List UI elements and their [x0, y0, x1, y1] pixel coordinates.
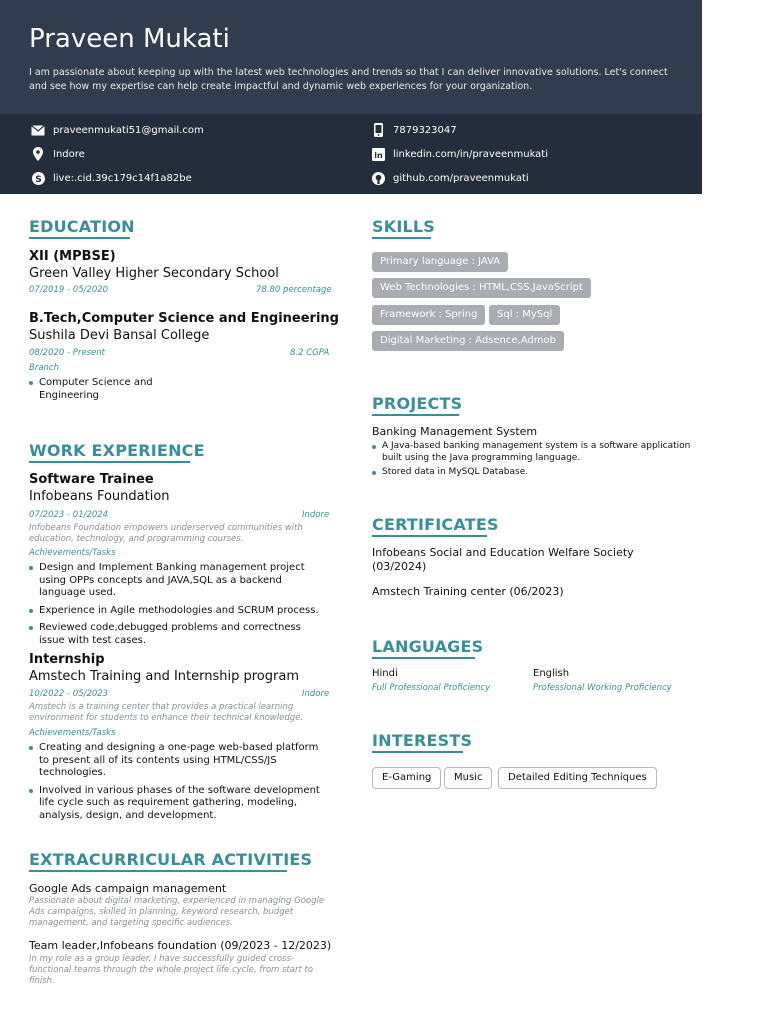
project-bullets	[372, 441, 692, 482]
education-bullets	[29, 377, 164, 407]
interest-tag: Detailed Editing Techniques	[498, 767, 657, 789]
job-description: Infobeans Foundation empowers underserved communities with education, technology, and programming courses.	[29, 523, 303, 544]
job-role: Software Trainee	[29, 472, 154, 487]
activity-name: Team leader,Infobeans foundation (09/2023 - 12/2023)	[29, 939, 332, 952]
job-company: Infobeans Foundation	[29, 489, 170, 504]
projects-heading: PROJECTS	[372, 394, 463, 413]
list-item: Experience in Agile methodologies and SCRUM process.	[29, 605, 329, 618]
job-location: Indore	[302, 510, 330, 520]
skill-tag: Framework : Spring	[372, 305, 485, 325]
job-location: Indore	[302, 689, 330, 699]
language-name: English	[533, 668, 570, 679]
activity-description: Passionate about digital marketing, experienced in managing Google Ads campaigns, skilled in planning, keyword research, budget management, and targeting specific audiences.	[29, 896, 325, 928]
language-name: Hindi	[372, 668, 398, 679]
work-experience-underline	[29, 461, 190, 463]
linkedin-icon	[371, 147, 385, 161]
candidate-name: Praveen Mukati	[29, 24, 230, 54]
email-text: praveenmukati51@gmail.com	[53, 124, 204, 136]
list-item: Reviewed code,debugged problems and correctness issue with test cases.	[29, 622, 329, 647]
job-bullets	[29, 562, 329, 652]
list-item: A Java-based banking management system is a software application built using the Java programming language.	[372, 441, 692, 464]
envelope-icon	[31, 123, 45, 137]
job-company: Amstech Training and Internship program	[29, 669, 299, 684]
education-underline	[29, 237, 130, 239]
education-heading: EDUCATION	[29, 217, 135, 236]
education-school: Sushila Devi Bansal College	[29, 328, 210, 343]
achievements-label: Achievements/Tasks	[29, 548, 116, 558]
skill-tag: Sql : MySql	[489, 305, 560, 325]
github-text: github.com/praveenmukati	[393, 172, 529, 184]
skills-underline	[372, 237, 431, 239]
extracurricular-heading: EXTRACURRICULAR ACTIVITIES	[29, 850, 313, 869]
contact-linkedin[interactable]	[371, 147, 548, 161]
resume-header	[0, 0, 702, 114]
interests-underline	[372, 751, 463, 753]
certificates-underline	[372, 535, 487, 537]
project-name: Banking Management System	[372, 425, 538, 438]
education-dates: 07/2019 - 05/2020	[29, 285, 109, 295]
job-dates: 07/2023 - 01/2024	[29, 510, 109, 520]
skill-tag: Digital Marketing : Adsence,Admob	[372, 331, 564, 351]
certificate-item: Amstech Training center (06/2023)	[372, 585, 564, 598]
contact-phone[interactable]	[371, 123, 457, 137]
interest-tag: E-Gaming	[372, 767, 441, 789]
achievements-label: Achievements/Tasks	[29, 728, 116, 738]
education-degree: B.Tech,Computer Science and Engineering	[29, 311, 339, 326]
education-dates: 08/2020 - Present	[29, 348, 106, 358]
svg-text:S: S	[34, 174, 42, 185]
svg-text:in: in	[373, 150, 383, 160]
job-role: Internship	[29, 652, 105, 667]
interest-tag: Music	[444, 767, 492, 789]
education-sublabel: Branch	[29, 363, 59, 373]
job-description: Amstech is a training center that provides a practical learning environment for students to enhance their technical knowledge.	[29, 702, 304, 723]
phone-text: 7879323047	[393, 124, 457, 136]
location-pin-icon	[31, 147, 45, 161]
language-level: Professional Working Proficiency	[533, 683, 672, 693]
list-item: Stored data in MySQL Database.	[372, 467, 692, 479]
job-dates: 10/2022 - 05/2023	[29, 689, 109, 699]
job-bullets	[29, 742, 329, 827]
certificates-heading: CERTIFICATES	[372, 515, 499, 534]
activity-name: Google Ads campaign management	[29, 882, 227, 895]
skill-tag: Primary language : JAVA	[372, 252, 508, 272]
projects-underline	[372, 414, 459, 416]
extracurricular-underline	[29, 870, 287, 872]
interests-heading: INTERESTS	[372, 731, 473, 750]
contact-bar	[0, 114, 702, 194]
languages-underline	[372, 657, 475, 659]
profile-summary: I am passionate about keeping up with the latest web technologies and trends so that I can deliver innovative solutions. Let's connect and see how my expertise can help create impactful and dynamic web experiences for your organization.	[29, 67, 668, 92]
github-icon	[371, 171, 385, 185]
language-level: Full Professional Proficiency	[372, 683, 491, 693]
skill-tag: Web Technologies : HTML,CSS,JavaScript	[372, 278, 591, 298]
education-school: Green Valley Higher Secondary School	[29, 266, 279, 281]
list-item: Computer Science and Engineering	[29, 377, 164, 402]
linkedin-text: linkedin.com/in/praveenmukati	[393, 148, 549, 160]
list-item: Creating and designing a one-page web-based platform to present all of its contents using HTML/CSS/JS technologies.	[29, 742, 329, 780]
contact-location	[31, 147, 85, 161]
languages-heading: LANGUAGES	[372, 637, 484, 656]
list-item: Design and Implement Banking management project using OPPs concepts and JAVA,SQL as a backend language used.	[29, 562, 329, 600]
education-score: 8.2 CGPA	[290, 348, 330, 358]
contact-github[interactable]	[371, 171, 529, 185]
mobile-phone-icon	[371, 123, 385, 137]
contact-email[interactable]	[31, 123, 204, 137]
skills-heading: SKILLS	[372, 217, 435, 236]
certificate-item: Infobeans Social and Education Welfare Society (03/2024)	[372, 546, 634, 573]
list-item: Involved in various phases of the software development life cycle such as requirement gathering, modeling, analysis, design, and development.	[29, 785, 329, 823]
location-text: Indore	[53, 148, 85, 160]
education-score: 78.80 percentage	[256, 285, 332, 295]
skype-icon	[31, 171, 45, 185]
contact-skype[interactable]	[31, 171, 192, 185]
work-experience-heading: WORK EXPERIENCE	[29, 441, 205, 460]
education-degree: XII (MPBSE)	[29, 249, 116, 264]
skype-text: live:.cid.39c179c14f1a82be	[53, 172, 192, 184]
activity-description: In my role as a group leader, I have successfully guided cross-functional teams through the whole project life cycle, from start to finish.	[29, 954, 314, 986]
